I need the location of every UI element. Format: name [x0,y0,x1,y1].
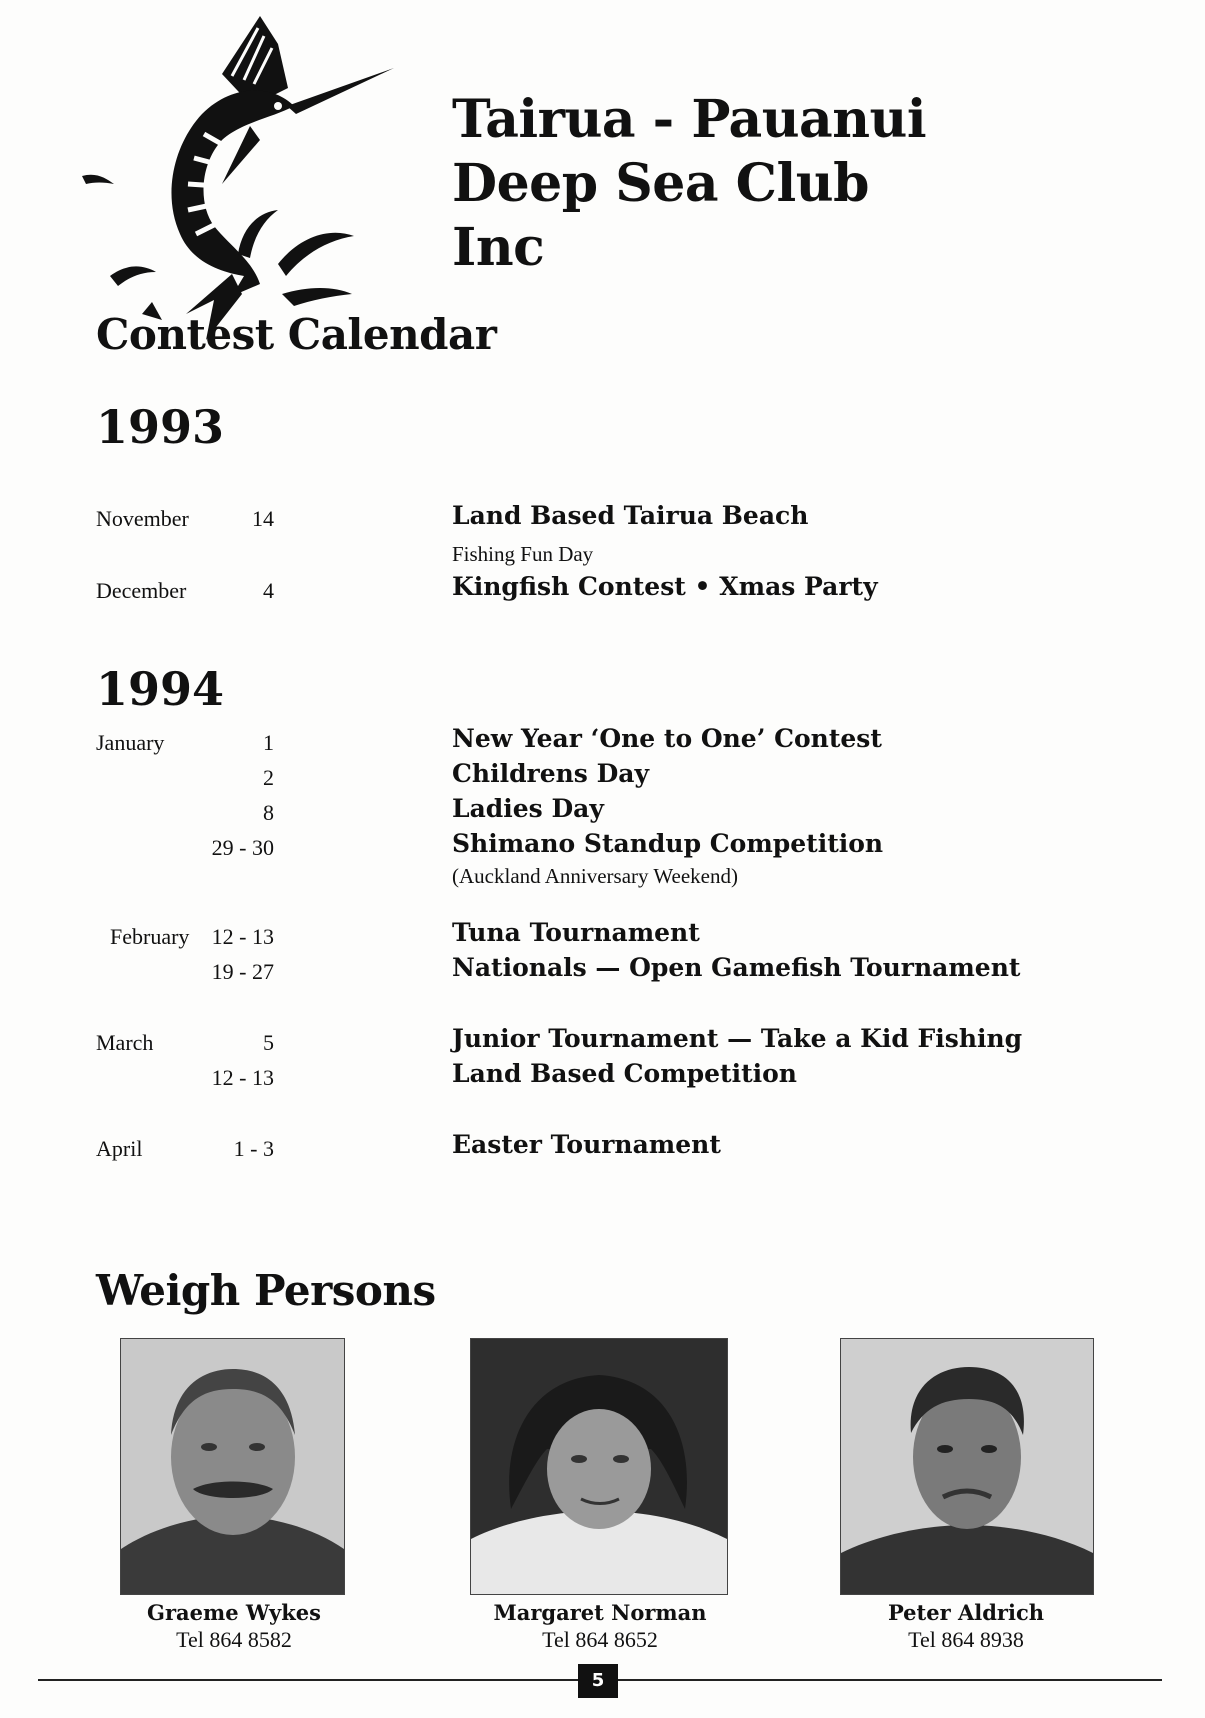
event-title: Easter Tournament [452,1130,721,1159]
event-title: New Year ‘One to One’ Contest [452,724,882,753]
person-name: Graeme Wykes [147,1600,321,1625]
portrait-photo [120,1338,345,1595]
club-title-line-3: Inc [452,217,545,278]
day-label: 19 - 27 [211,959,274,984]
club-title-line-1: Tairua - Pauanui [452,89,927,150]
month-label: March [96,1030,154,1055]
weigh-persons-heading: Weigh Persons [96,1266,436,1315]
event-title: Tuna Tournament [452,918,700,947]
person-phone: Tel 864 8938 [908,1627,1024,1652]
marlin-icon [82,14,434,344]
person-phone: Tel 864 8582 [176,1627,292,1652]
day-label: 29 - 30 [211,835,274,860]
year-1993: 1993 [96,400,225,454]
day-label: 12 - 13 [211,924,274,949]
event-note: (Auckland Anniversary Weekend) [452,864,738,888]
day-label: 8 [263,800,274,825]
event-title: Junior Tournament — Take a Kid Fishing [452,1024,1023,1053]
day-label: 12 - 13 [211,1065,274,1090]
month-label: November [96,506,189,531]
month-label: February [110,924,190,949]
person-name: Margaret Norman [493,1600,707,1625]
event-note: Fishing Fun Day [452,542,594,566]
day-label: 1 - 3 [233,1136,274,1161]
person-name: Peter Aldrich [887,1600,1045,1625]
month-label: December [96,578,187,603]
event-title: Shimano Standup Competition [452,829,884,858]
year-1994: 1994 [96,662,225,716]
club-title [452,88,926,280]
day-label: 14 [252,506,274,531]
day-label: 4 [263,578,274,603]
month-label: January [96,730,165,755]
day-label: 1 [263,730,274,755]
event-title: Kingfish Contest • Xmas Party [452,572,878,601]
event-title: Land Based Competition [452,1059,797,1088]
portrait-photo [840,1338,1094,1595]
day-label: 2 [263,765,274,790]
event-title: Ladies Day [452,794,604,823]
calendar-heading: Contest Calendar [96,310,497,359]
event-title: Land Based Tairua Beach [452,501,809,530]
club-title-line-2: Deep Sea Club [452,153,869,214]
person-phone: Tel 864 8652 [542,1627,658,1652]
month-label: April [96,1136,143,1161]
page-number: 5 [578,1664,618,1698]
portrait-photo [470,1338,728,1595]
day-label: 5 [263,1030,274,1055]
event-title: Childrens Day [452,759,649,788]
event-title: Nationals — Open Gamefish Tournament [452,953,1021,982]
